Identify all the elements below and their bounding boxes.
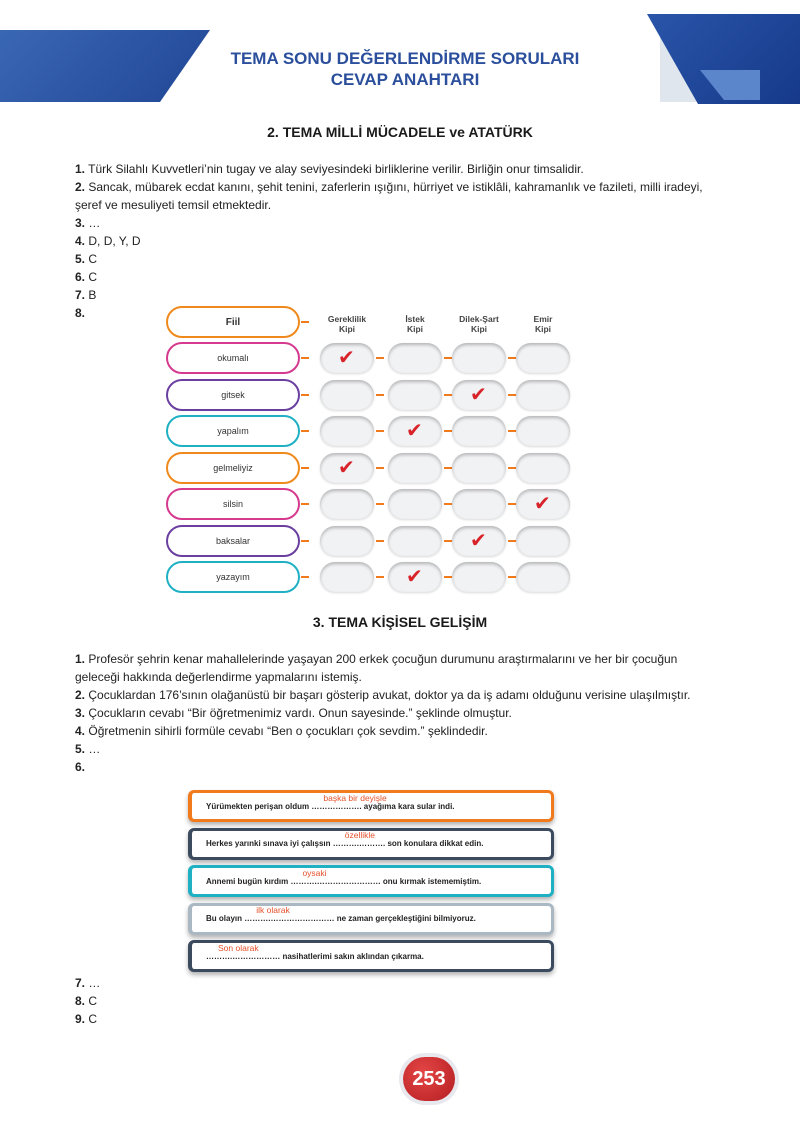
blank-dots: ………… bbox=[327, 801, 360, 811]
kip-column-line2: Kipi bbox=[470, 324, 488, 334]
blank-dots: …………………… bbox=[270, 914, 335, 923]
kip-cell bbox=[452, 562, 506, 592]
blank-dots: …………………… bbox=[316, 876, 381, 886]
verb-pill: gitsek bbox=[166, 379, 300, 411]
kip-cell bbox=[516, 562, 570, 592]
sentence-before: Yürümekten perişan oldum bbox=[206, 801, 312, 811]
section2-answers bbox=[75, 160, 725, 322]
answer-item: 2. Çocuklardan 176’sının olağanüstü bir başarı gösterip avukat, doktor ya da iş adamı olduğunu verisine ulaşılmıştır. bbox=[75, 688, 691, 702]
sentence-before: Herkes yarınki sınava iyi çalışsın bbox=[206, 839, 333, 848]
fill-sentence-box bbox=[188, 865, 554, 897]
connector-dash bbox=[301, 430, 309, 432]
filled-answer: oysaki bbox=[302, 867, 327, 878]
connector-dash bbox=[508, 394, 516, 396]
connector-dash bbox=[301, 321, 309, 323]
blank-dots: ………. bbox=[244, 914, 271, 923]
connector-dash bbox=[376, 430, 384, 432]
sentence-before: Bu olayın bbox=[206, 914, 245, 923]
kip-cell bbox=[516, 343, 570, 373]
kip-cell bbox=[452, 416, 506, 446]
connector-dash bbox=[301, 540, 309, 542]
connector-dash bbox=[376, 394, 384, 396]
kip-cell bbox=[388, 453, 442, 483]
verb-pill: silsin bbox=[166, 488, 300, 520]
fill-sentence-box bbox=[188, 790, 554, 822]
verb-pill: baksalar bbox=[166, 525, 300, 557]
connector-dash bbox=[444, 503, 452, 505]
kip-column-line2: Kipi bbox=[338, 324, 356, 334]
fill-sentence-box bbox=[188, 828, 554, 860]
blank-dots: ………. bbox=[332, 839, 359, 848]
answer-blank bbox=[311, 792, 387, 811]
answer-item: 8. C bbox=[75, 994, 98, 1008]
connector-dash bbox=[444, 357, 452, 359]
connector-dash bbox=[444, 394, 452, 396]
connector-dash bbox=[301, 503, 309, 505]
kip-table bbox=[160, 304, 580, 594]
filled-answer: başka bir deyişle bbox=[323, 792, 387, 803]
fill-sentence-box bbox=[188, 940, 554, 972]
answer-item: 6. bbox=[75, 760, 86, 774]
connector-dash bbox=[508, 430, 516, 432]
kip-cell bbox=[452, 489, 506, 519]
verb-pill: gelmeliyiz bbox=[166, 452, 300, 484]
kip-cell bbox=[320, 416, 374, 446]
kip-column-header bbox=[516, 314, 570, 334]
kip-column-line1: Gereklilik bbox=[327, 314, 367, 324]
filled-answer: Son olarak bbox=[218, 942, 259, 953]
kip-cell bbox=[516, 526, 570, 556]
answer-item: 7. B bbox=[75, 288, 97, 302]
answer-item: 1. Türk Silahlı Kuvvetleri’nin tugay ve alay seviyesindeki birliklerine verilir. Birliğin onur timsalidir. bbox=[75, 162, 584, 176]
verb-pill: yapalım bbox=[166, 415, 300, 447]
check-icon: ✔ bbox=[338, 345, 355, 369]
sentence-after: nasihatlerimi sakın aklından çıkarma. bbox=[280, 951, 424, 961]
kip-column-header bbox=[320, 314, 374, 334]
answer-blank bbox=[244, 905, 335, 923]
answer-item: 3. … bbox=[75, 216, 101, 230]
answer-item: 4. Öğretmenin sihirli formüle cevabı “Ben o çocukları çok sevdim.” şeklindedir. bbox=[75, 724, 488, 738]
check-icon: ✔ bbox=[406, 418, 423, 442]
kip-column-line1: Emir bbox=[533, 314, 553, 324]
page-number: 253 bbox=[403, 1057, 455, 1101]
kip-cell bbox=[516, 416, 570, 446]
connector-dash bbox=[301, 576, 309, 578]
answer-item: 9. C bbox=[75, 1012, 98, 1026]
kip-column-header bbox=[388, 314, 442, 334]
blank-dots: …… bbox=[311, 801, 328, 811]
check-icon: ✔ bbox=[338, 454, 355, 479]
connector-dash bbox=[376, 357, 384, 359]
fill-sentence-text bbox=[206, 792, 455, 811]
fill-sentence-text bbox=[206, 942, 424, 961]
answer-item: 2. Sancak, mübarek ecdat kanını, şehit tenini, zaferlerin ışığını, hürriyet ve istiklâli, kahramanlık ve fazileti, milli iradeyi, şeref ve mesuliyeti temsil etmektedir. bbox=[75, 180, 703, 212]
fill-sentence-text bbox=[206, 830, 484, 848]
connector-dash bbox=[301, 357, 309, 359]
section3-answers-after bbox=[75, 974, 725, 1028]
answer-blank bbox=[290, 867, 381, 886]
page-title-line2: CEVAP ANAHTARI bbox=[330, 70, 480, 89]
kip-cell bbox=[320, 489, 374, 519]
connector-dash bbox=[301, 394, 309, 396]
verb-pill: yazayım bbox=[166, 561, 300, 593]
connector-dash bbox=[444, 430, 452, 432]
answer-blank bbox=[332, 830, 386, 848]
kip-cell bbox=[388, 526, 442, 556]
kip-column-line1: İstek bbox=[405, 314, 425, 324]
section3-answers bbox=[75, 650, 725, 776]
answer-item: 8. bbox=[75, 306, 86, 320]
sentence-before: Annemi bugün kırdım bbox=[206, 876, 291, 886]
fill-sentence-text bbox=[206, 867, 482, 886]
connector-dash bbox=[444, 576, 452, 578]
connector-dash bbox=[508, 503, 516, 505]
answer-item: 1. Profesör şehrin kenar mahallelerinde yaşayan 200 erkek çocuğun durumunu araştırmalarını ve her bir çocuğun geleceği hakkında değerlendirme yapmalarını istemiş. bbox=[75, 652, 678, 684]
section3-title: 3. TEMA KİŞİSEL GELİŞİM bbox=[312, 614, 488, 630]
connector-dash bbox=[376, 467, 384, 469]
section2-title: 2. TEMA MİLLİ MÜCADELE ve ATATÜRK bbox=[267, 124, 533, 140]
sentence-after: . ayağıma kara sular indi. bbox=[359, 801, 455, 811]
answer-blank bbox=[206, 942, 281, 961]
kip-cell bbox=[320, 380, 374, 410]
kip-cell bbox=[516, 453, 570, 483]
blank-dots: ………. bbox=[206, 951, 233, 961]
filled-answer: özellikle bbox=[344, 830, 375, 840]
answer-item: 6. C bbox=[75, 270, 98, 284]
filled-answer: ilk olarak bbox=[256, 905, 290, 915]
kip-column-header bbox=[452, 314, 506, 334]
blank-dots: ……………… bbox=[232, 951, 281, 961]
kip-column-line2: Kipi bbox=[406, 324, 424, 334]
kip-cell bbox=[320, 562, 374, 592]
connector-dash bbox=[444, 467, 452, 469]
answer-item: 4. D, D, Y, D bbox=[75, 234, 141, 248]
connector-dash bbox=[508, 357, 516, 359]
connector-dash bbox=[508, 576, 516, 578]
connector-dash bbox=[376, 503, 384, 505]
connector-dash bbox=[508, 467, 516, 469]
kip-cell bbox=[388, 489, 442, 519]
check-icon: ✔ bbox=[406, 564, 423, 588]
connector-dash bbox=[508, 540, 516, 542]
answer-item: 5. … bbox=[75, 742, 101, 756]
fill-sentence-box bbox=[188, 903, 554, 935]
kip-cell bbox=[452, 453, 506, 483]
page-title bbox=[180, 48, 630, 90]
kip-cell bbox=[388, 380, 442, 410]
sentence-after: onu kırmak istememiştim. bbox=[380, 876, 482, 886]
answer-item: 3. Çocukların cevabı “Bir öğretmenimiz vardı. Onun sayesinde.” şeklinde olmuştur. bbox=[75, 706, 512, 720]
connector-dash bbox=[376, 576, 384, 578]
check-icon: ✔ bbox=[534, 491, 551, 515]
check-icon: ✔ bbox=[470, 527, 487, 552]
connector-dash bbox=[301, 467, 309, 469]
check-icon: ✔ bbox=[470, 381, 487, 406]
verb-pill: okumalı bbox=[166, 342, 300, 374]
answer-item: 7. … bbox=[75, 976, 101, 990]
sentence-after: ne zaman gerçekleştiğini bilmiyoruz. bbox=[334, 914, 476, 923]
kip-cell bbox=[452, 343, 506, 373]
sentence-after: son konulara dikkat edin. bbox=[385, 839, 484, 848]
kip-cell bbox=[388, 343, 442, 373]
blank-dots: ………. bbox=[290, 876, 317, 886]
kip-column-line2: Kipi bbox=[534, 324, 552, 334]
connector-dash bbox=[444, 540, 452, 542]
kip-column-line1: Dilek-Şart bbox=[459, 314, 499, 324]
page-title-line1: TEMA SONU DEĞERLENDİRME SORULARI bbox=[230, 49, 580, 68]
kip-cell bbox=[516, 380, 570, 410]
fill-sentence-text bbox=[206, 905, 476, 923]
kip-cell bbox=[320, 526, 374, 556]
answer-item: 5. C bbox=[75, 252, 98, 266]
blank-dots: ………. bbox=[358, 839, 386, 848]
connector-dash bbox=[376, 540, 384, 542]
fiil-header: Fiil bbox=[166, 306, 300, 338]
